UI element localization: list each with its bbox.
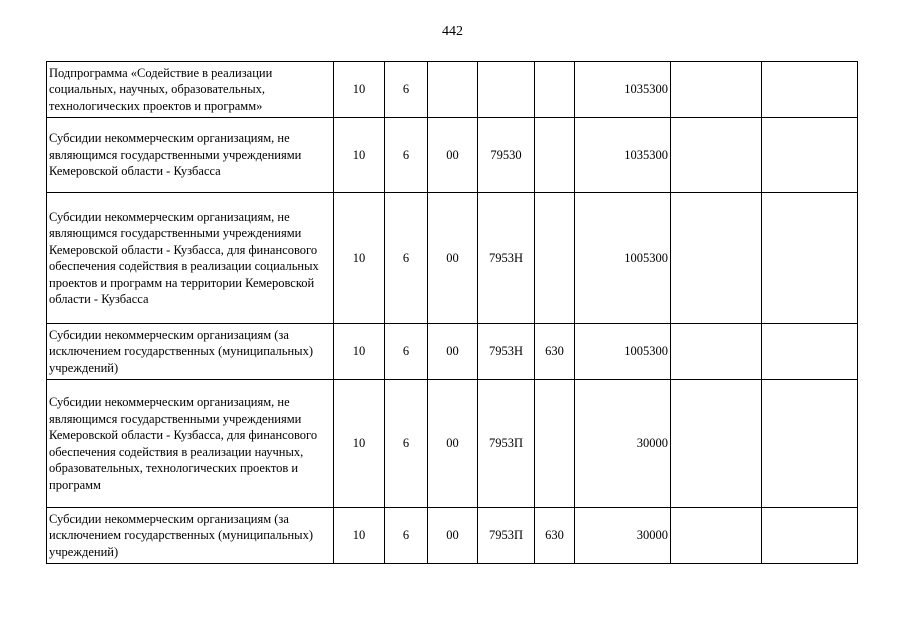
cell-program: 00	[428, 118, 478, 193]
cell-empty-1	[671, 324, 762, 380]
cell-subsection: 6	[385, 118, 428, 193]
cell-section: 10	[334, 193, 385, 324]
cell-section: 10	[334, 380, 385, 508]
cell-empty-2	[762, 193, 858, 324]
cell-empty-1	[671, 193, 762, 324]
cell-empty-2	[762, 380, 858, 508]
row-name: Подпрограмма «Содействие в реализации социальных, научных, образовательных, технологических проектов и программ»	[47, 62, 334, 118]
cell-empty-1	[671, 62, 762, 118]
cell-empty-2	[762, 508, 858, 564]
cell-amount: 30000	[575, 380, 671, 508]
table-row	[47, 193, 858, 324]
cell-amount: 1035300	[575, 118, 671, 193]
cell-subsection: 6	[385, 508, 428, 564]
cell-expense-type	[535, 118, 575, 193]
row-name: Субсидии некоммерческим организациям, не являющимся государственными учреждениями Кемеровской области - Кузбасса, для финансового обеспечения содействия в реализации социальных проектов и программ на территории Кемеровской области - Кузбасса	[47, 193, 334, 324]
cell-amount: 1005300	[575, 324, 671, 380]
cell-target	[478, 62, 535, 118]
cell-program	[428, 62, 478, 118]
row-name: Субсидии некоммерческим организациям (за исключением государственных (муниципальных) учреждений)	[47, 508, 334, 564]
cell-empty-2	[762, 118, 858, 193]
cell-amount: 1035300	[575, 62, 671, 118]
cell-section: 10	[334, 118, 385, 193]
cell-target: 7953Н	[478, 193, 535, 324]
table-row	[47, 118, 858, 193]
budget-table	[46, 61, 858, 564]
cell-target: 79530	[478, 118, 535, 193]
cell-subsection: 6	[385, 324, 428, 380]
cell-program: 00	[428, 380, 478, 508]
cell-section: 10	[334, 508, 385, 564]
cell-expense-type: 630	[535, 508, 575, 564]
cell-expense-type	[535, 193, 575, 324]
cell-empty-2	[762, 62, 858, 118]
cell-expense-type: 630	[535, 324, 575, 380]
cell-program: 00	[428, 324, 478, 380]
cell-target: 7953П	[478, 380, 535, 508]
cell-section: 10	[334, 62, 385, 118]
table-row	[47, 324, 858, 380]
cell-subsection: 6	[385, 62, 428, 118]
cell-program: 00	[428, 508, 478, 564]
cell-section: 10	[334, 324, 385, 380]
cell-empty-1	[671, 508, 762, 564]
cell-target: 7953П	[478, 508, 535, 564]
cell-amount: 30000	[575, 508, 671, 564]
cell-program: 00	[428, 193, 478, 324]
cell-empty-1	[671, 380, 762, 508]
page-number: 442	[442, 24, 463, 39]
cell-amount: 1005300	[575, 193, 671, 324]
table-row	[47, 62, 858, 118]
row-name: Субсидии некоммерческим организациям, не являющимся государственными учреждениями Кемеровской области - Кузбасса	[47, 118, 334, 193]
table-row	[47, 508, 858, 564]
cell-subsection: 6	[385, 193, 428, 324]
cell-expense-type	[535, 62, 575, 118]
row-name: Субсидии некоммерческим организациям (за исключением государственных (муниципальных) учреждений)	[47, 324, 334, 380]
cell-empty-1	[671, 118, 762, 193]
row-name: Субсидии некоммерческим организациям, не являющимся государственными учреждениями Кемеровской области - Кузбасса, для финансового обеспечения содействия в реализации научных, образовательных, технологических проектов и программ	[47, 380, 334, 508]
table-row	[47, 380, 858, 508]
cell-expense-type	[535, 380, 575, 508]
cell-empty-2	[762, 324, 858, 380]
cell-subsection: 6	[385, 380, 428, 508]
cell-target: 7953Н	[478, 324, 535, 380]
